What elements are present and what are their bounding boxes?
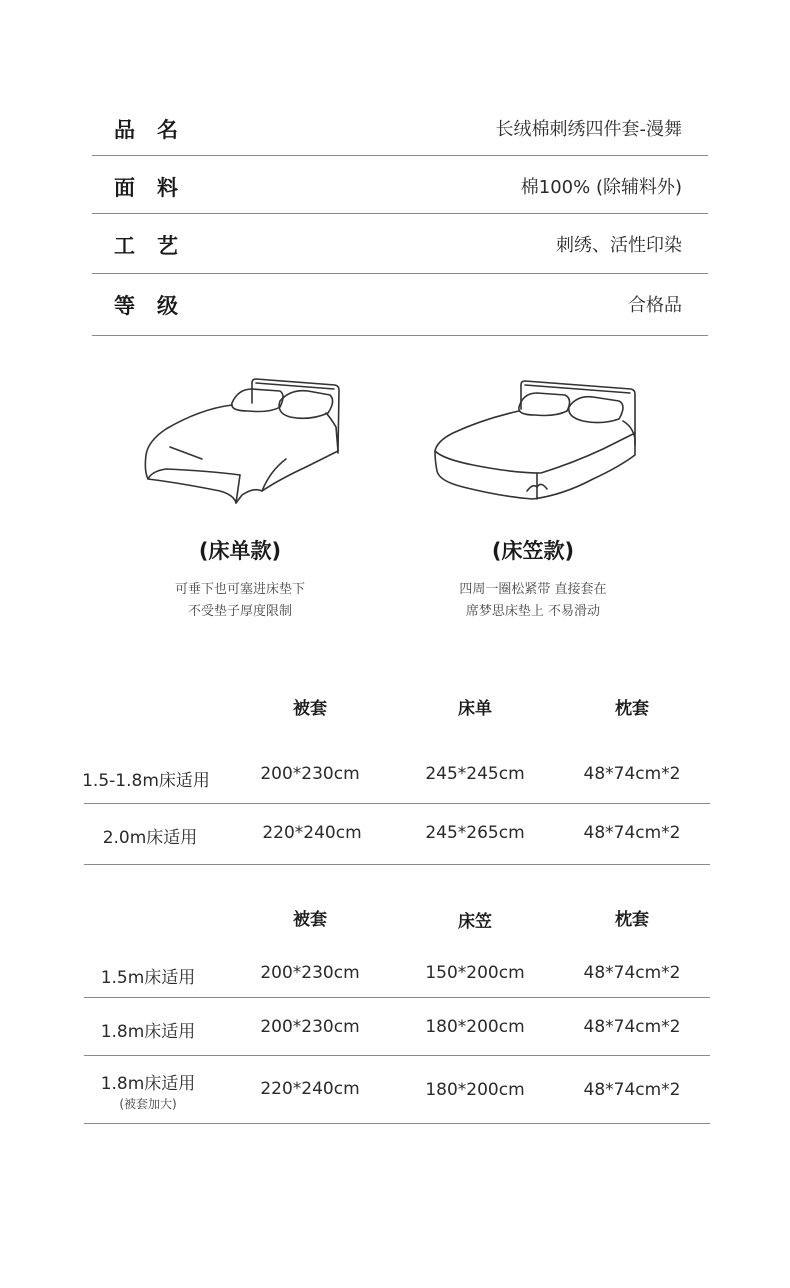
fitted-sheet-desc [418, 579, 648, 623]
row-note: (被套加大) [119, 1097, 177, 1111]
row-label: 1.5m床适用 [100, 968, 196, 988]
spec-table [92, 98, 708, 336]
cell-duvet: 200*230cm [260, 963, 360, 983]
table-row [84, 742, 710, 804]
table-header [84, 694, 710, 742]
cell-sheet: 245*245cm [425, 764, 525, 784]
cell-fitted-sheet: 180*200cm [425, 1017, 525, 1037]
header-pillowcase: 枕套 [615, 910, 649, 930]
spec-row-grade [92, 274, 708, 336]
fitted-sheet-style [418, 375, 648, 623]
flat-sheet-desc-line: 不受垫子厚度限制 [187, 604, 292, 619]
spec-value: 合格品 [628, 295, 682, 316]
fitted-sheet-desc-line: 四周一圈松紧带 直接套在 [459, 582, 607, 597]
spec-key: 工艺 [114, 234, 200, 258]
table-row [84, 804, 710, 865]
cell-pillowcase: 48*74cm*2 [583, 764, 681, 784]
header-duvet: 被套 [293, 699, 327, 719]
cell-fitted-sheet: 150*200cm [425, 963, 525, 983]
spec-value: 刺绣、活性印染 [556, 235, 682, 256]
size-table-flat [84, 694, 710, 742]
spec-row-craft [92, 214, 708, 274]
header-duvet: 被套 [293, 910, 327, 930]
header-pillowcase: 枕套 [615, 699, 649, 719]
row-label: 2.0m床适用 [102, 828, 198, 848]
size-table-fitted [84, 905, 710, 1124]
row-label: 1.5-1.8m床适用 [82, 771, 210, 791]
flat-sheet-desc-line: 可垂下也可塞进床垫下 [174, 582, 305, 597]
flat-sheet-desc [125, 579, 355, 623]
header-fitted-sheet: 床笠 [458, 912, 492, 932]
spec-key: 品名 [114, 118, 200, 142]
spec-row-fabric [92, 156, 708, 214]
spec-value: 棉100% (除辅料外) [520, 177, 682, 198]
cell-fitted-sheet: 180*200cm [425, 1080, 525, 1100]
fitted-sheet-desc-line: 席梦思床垫上 不易滑动 [465, 604, 601, 619]
table-row [84, 998, 710, 1056]
cell-sheet: 245*265cm [425, 823, 525, 843]
flat-sheet-bed-icon [130, 375, 350, 505]
table-row [84, 1056, 710, 1124]
cell-duvet: 220*240cm [260, 1079, 360, 1099]
flat-sheet-title: (床单款) [198, 539, 282, 563]
flat-sheet-style [125, 375, 355, 623]
spec-value: 长绒棉刺绣四件套-漫舞 [495, 119, 682, 140]
spec-row-name [92, 98, 708, 156]
cell-duvet: 200*230cm [260, 1017, 360, 1037]
table-row [84, 951, 710, 998]
cell-duvet: 220*240cm [262, 823, 362, 843]
row-label: 1.8m床适用 [100, 1074, 196, 1094]
header-sheet: 床单 [458, 699, 492, 719]
row-label: 1.8m床适用 [100, 1022, 196, 1042]
fitted-sheet-bed-icon [423, 375, 643, 505]
cell-pillowcase: 48*74cm*2 [583, 1017, 681, 1037]
spec-key: 等级 [114, 294, 200, 318]
size-table-flat-body [84, 742, 710, 865]
cell-pillowcase: 48*74cm*2 [583, 823, 681, 843]
table-header [84, 905, 710, 951]
cell-duvet: 200*230cm [260, 764, 360, 784]
cell-pillowcase: 48*74cm*2 [583, 1080, 681, 1100]
cell-pillowcase: 48*74cm*2 [583, 963, 681, 983]
spec-key: 面料 [114, 176, 200, 200]
fitted-sheet-title: (床笠款) [491, 539, 575, 563]
